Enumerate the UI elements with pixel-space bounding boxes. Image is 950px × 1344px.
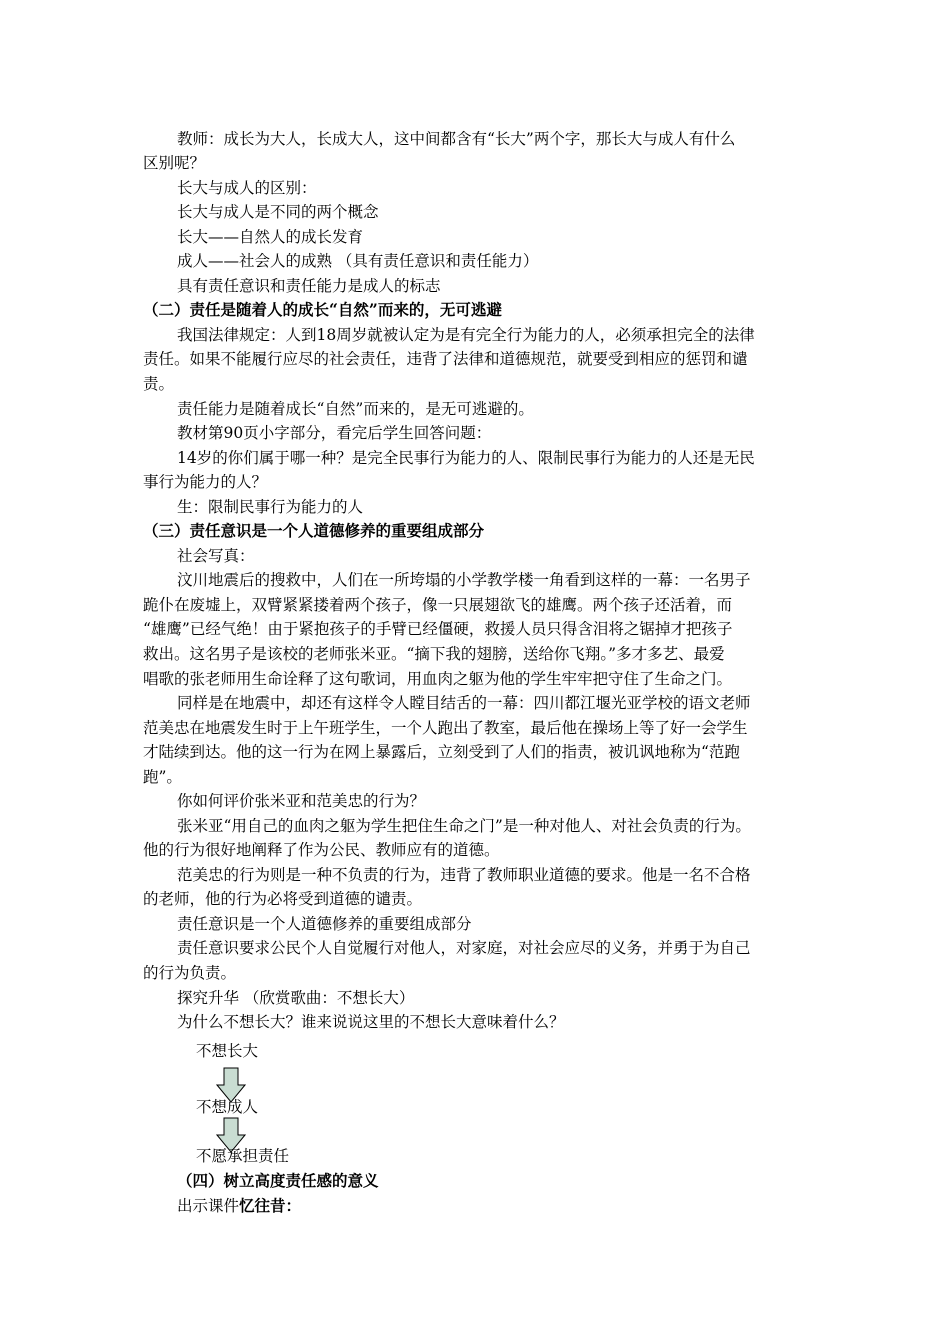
paragraph-line: 14岁的你们属于哪一种？是完全民事行为能力的人、限制民事行为能力的人还是无民 bbox=[177, 449, 755, 467]
paragraph-line: 责任意识是一个人道德修养的重要组成部分 bbox=[177, 915, 472, 933]
paragraph-line: 跪仆在废墟上，双臂紧紧搂着两个孩子，像一只展翅欲飞的雄鹰。两个孩子还活着，而 bbox=[143, 596, 733, 614]
flow-step-1: 不想长大 bbox=[196, 1042, 259, 1060]
paragraph-line: 生：限制民事行为能力的人 bbox=[177, 498, 364, 516]
paragraph-line: 为什么不想长大？谁来说说这里的不想长大意味着什么？ bbox=[177, 1013, 565, 1031]
paragraph-line: 事行为能力的人？ bbox=[143, 473, 268, 491]
paragraph-line: 汶川地震后的搜救中，人们在一所垮塌的小学教学楼一角看到这样的一幕：一名男子 bbox=[177, 571, 751, 589]
paragraph-line: 责任。如果不能履行应尽的社会责任，违背了法律和道德规范，就要受到相应的惩罚和谴 bbox=[143, 350, 748, 368]
paragraph-line: 救出。这名男子是该校的老师张米亚。“摘下我的翅膀，送给你飞翔。”多才多艺、最爱 bbox=[143, 645, 725, 663]
flow-step-3: 不愿承担责任 bbox=[196, 1147, 290, 1165]
paragraph-line: 张米亚“用自己的血肉之躯为学生把住生命之门”是一种对他人、对社会负责的行为。 bbox=[177, 817, 751, 835]
paragraph-line: 唱歌的张老师用生命诠释了这句歌词，用血肉之躯为他的学生牢牢把守住了生命之门。 bbox=[143, 670, 733, 688]
paragraph-line: 成人——社会人的成熟 （具有责任意识和责任能力） bbox=[177, 252, 539, 270]
paragraph-line bbox=[177, 1194, 808, 1219]
paragraph-line: 教材第90页小字部分，看完后学生回答问题： bbox=[177, 424, 492, 442]
paragraph-line: 探究升华 （欣赏歌曲：不想长大） bbox=[177, 989, 415, 1007]
section-heading-2: （二）责任是随着人的成长“自然”而来的，无可逃避 bbox=[143, 300, 502, 319]
paragraph-line: 你如何评价张米亚和范美忠的行为？ bbox=[177, 792, 426, 810]
courseware-title: 忆往昔： bbox=[239, 1196, 302, 1215]
paragraph-line: 责任能力是随着成长“自然”而来的，是无可逃避的。 bbox=[177, 400, 534, 418]
section-heading-4: （四）树立高度责任感的意义 bbox=[177, 1171, 379, 1190]
paragraph-line: 社会写真： bbox=[177, 547, 255, 565]
paragraph-line: 我国法律规定：人到18周岁就被认定为是有完全行为能力的人，必须承担完全的法律 bbox=[177, 326, 755, 344]
paragraph-line: “雄鹰”已经气绝！由于紧抱孩子的手臂已经僵硬，救援人员只得含泪将之锯掉才把孩子 bbox=[143, 620, 733, 638]
section-heading-3: （三）责任意识是一个人道德修养的重要组成部分 bbox=[143, 521, 485, 540]
paragraph-line: 长大与成人的区别： bbox=[177, 179, 317, 197]
paragraph-line: 责。 bbox=[143, 375, 175, 393]
paragraph-line: 长大——自然人的成长发育 bbox=[177, 228, 364, 246]
flow-step-2: 不想成人 bbox=[196, 1098, 259, 1116]
paragraph-line: 的老师，他的行为必将受到道德的谴责。 bbox=[143, 890, 423, 908]
paragraph-line: 跑”。 bbox=[143, 768, 182, 786]
paragraph-line: 教师：成长为大人，长成大人，这中间都含有“长大”两个字，那长大与成人有什么 bbox=[177, 130, 736, 148]
paragraph-line: 他的行为很好地阐释了作为公民、教师应有的道德。 bbox=[143, 841, 500, 859]
paragraph-line: 长大与成人是不同的两个概念 bbox=[177, 203, 379, 221]
paragraph-line: 责任意识要求公民个人自觉履行对他人，对家庭，对社会应尽的义务，并勇于为自己 bbox=[177, 939, 751, 957]
paragraph-line: 范美忠的行为则是一种不负责的行为，违背了教师职业道德的要求。他是一名不合格 bbox=[177, 866, 751, 884]
courseware-prefix: 出示课件 bbox=[177, 1197, 240, 1215]
paragraph-line: 具有责任意识和责任能力是成人的标志 bbox=[177, 277, 441, 295]
paragraph-line: 的行为负责。 bbox=[143, 964, 237, 982]
paragraph-line: 范美忠在地震发生时于上午班学生，一个人跑出了教室，最后他在操场上等了好一会学生 bbox=[143, 719, 748, 737]
paragraph-line: 区别呢？ bbox=[143, 154, 206, 172]
paragraph-line: 同样是在地震中，却还有这样令人瞠目结舌的一幕：四川都江堰光亚学校的语文老师 bbox=[177, 694, 751, 712]
paragraph-line: 才陆续到达。他的这一行为在网上暴露后，立刻受到了人们的指责，被讥讽地称为“范跑 bbox=[143, 743, 740, 761]
